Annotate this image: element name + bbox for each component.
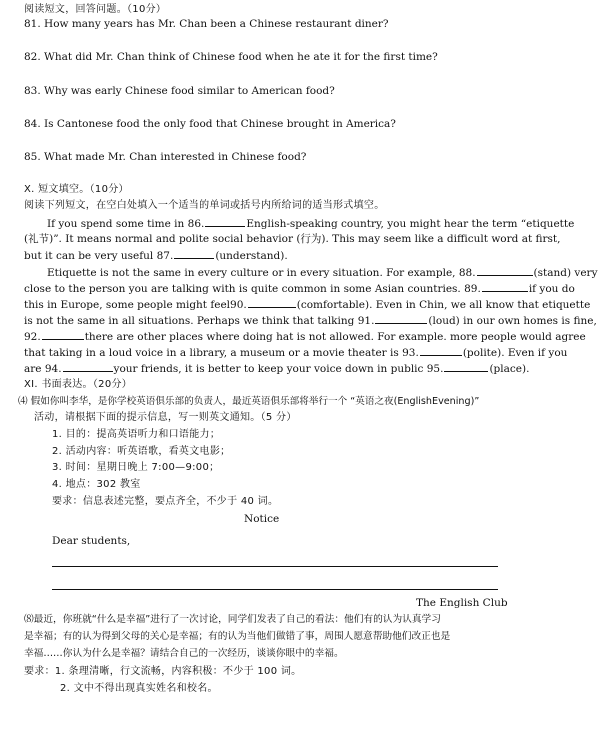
cloze-text: Etiquette is not the same in every culture or in every situation. For example, 88. [47,267,476,279]
cloze-text: (understand). [215,250,288,262]
hint-item: 2. 活动内容：听英语歌，看英文电影； [52,446,231,457]
question-81: 81. How many years has Mr. Chan been a Chinese restaurant diner? [24,18,389,30]
cloze-text: this in Europe, some people might feel90. [24,299,247,311]
cloze-line [24,313,597,328]
task-a-prompt-2: 活动，请根据下面的提示信息，写一则英文通知。（5 分） [34,412,297,423]
cloze-text: (polite). Even if you [462,347,568,359]
cloze-text: is not the same in all situations. Perhaps we think that talking 91. [24,315,375,327]
cloze-text: 92. [24,331,41,343]
question-85: 85. What made Mr. Chan interested in Chinese food? [24,151,307,163]
writing-header: XI. 书面表达。（20分） [24,379,133,390]
hint-item: 3. 时间：星期日晚上 7:00—9:00； [52,462,220,473]
question-84: 84. Is Cantonese food the only food that Chinese brought in America? [24,118,396,130]
cloze-line [24,329,586,344]
task-b-requirement: 2. 文中不得出现真实姓名和校名。 [60,683,218,694]
blank-91[interactable] [375,313,427,324]
notice-greeting: Dear students, [52,535,131,547]
cloze-text: there are other places where doing hat is not allowed. For example. more people would agree [84,331,586,343]
cloze-text: your friends, it is better to keep your voice down in public 95. [113,363,444,375]
task-b-requirement: 要求：1. 条理清晰，行文流畅，内容积极：不少于 100 词。 [24,666,302,677]
cloze-line [24,345,567,360]
hint-item: 1. 目的：提高英语听力和口语能力； [52,429,221,440]
notice-title: Notice [244,513,280,525]
answer-line[interactable] [52,589,498,590]
cloze-text: (stand) very [533,267,598,279]
cloze-line [24,281,575,296]
blank-95[interactable] [444,361,488,372]
task-a-requirement: 要求：信息表述完整，要点齐全，不少于 40 词。 [52,496,279,507]
cloze-line [24,248,288,263]
cloze-text: If you spend some time in 86. [47,218,205,230]
cloze-text: (comfortable). Even in Chin, we all know that etiquette [296,299,591,311]
cloze-line [47,265,598,280]
blank-90[interactable] [248,297,296,308]
answer-line[interactable] [52,566,498,567]
task-a-prompt: ⑷ 假如你叫李华，是你学校英语俱乐部的负责人，最近英语俱乐部将举行一个 “英语之夜(EnglishEvening)” [18,396,480,407]
cloze-line [24,361,529,376]
cloze-text: (place). [489,363,530,375]
reading-header: 阅读短文，回答问题。（10分） [24,4,167,15]
hint-item: 4. 地点：302 教室 [52,479,141,490]
cloze-text: that taking in a loud voice in a library, a museum or a movie theater is 93. [24,347,419,359]
cloze-text: but it can be very useful 87. [24,250,174,262]
notice-signature: The English Club [416,597,508,609]
cloze-line [24,297,590,312]
task-b-prompt: ⑻最近，你班就“什么是幸福”进行了一次讨论，同学们发表了自己的看法：他们有的认为认真学习 [24,614,441,625]
task-b-prompt: 是幸福；有的认为得到父母的关心是幸福；有的认为当他们做错了事，周围人愿意帮助他们改正也是 [24,631,451,642]
cloze-line [47,216,574,231]
blank-89[interactable] [482,281,528,292]
cloze-text: English-speaking country, you might hear the term “etiquette [246,218,575,230]
cloze-text: are 94. [24,363,62,375]
cloze-text: (loud) in our own homes is fine, [428,315,597,327]
cloze-line: (礼节)”. It means normal and polite social behavior (行为). This may seem like a difficult word at first, [24,233,561,245]
cloze-text: close to the person you are talking with is quite common in some Asian countries. 89. [24,283,481,295]
blank-92[interactable] [42,329,84,340]
cloze-text: if you do [528,283,575,295]
blank-88[interactable] [477,265,533,276]
question-82: 82. What did Mr. Chan think of Chinese food when he ate it for the first time? [24,51,438,63]
blank-93[interactable] [420,345,462,356]
cloze-header: X. 短文填空。（10分） [24,184,129,195]
blank-86[interactable] [205,216,245,227]
task-b-prompt: 幸福……你认为什么是幸福？请结合自己的一次经历，谈谈你眼中的幸福。 [24,648,344,659]
question-83: 83. Why was early Chinese food similar to American food? [24,85,335,97]
cloze-instruction: 阅读下列短文，在空白处填入一个适当的单词或括号内所给词的适当形式填空。 [24,200,385,211]
blank-94[interactable] [63,361,113,372]
blank-87[interactable] [174,248,214,259]
